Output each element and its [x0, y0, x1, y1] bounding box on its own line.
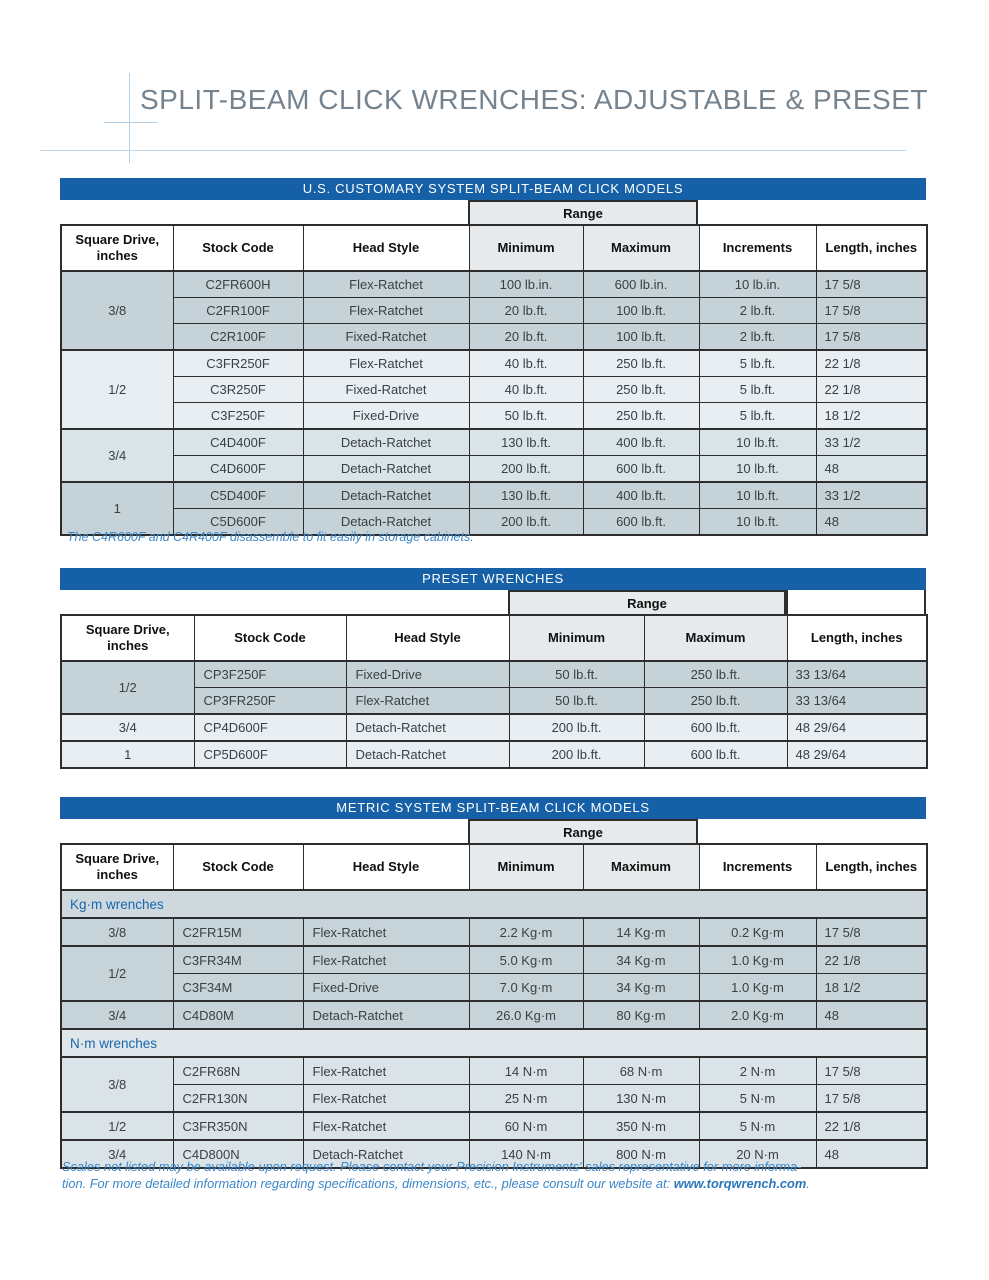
stock-code-cell: C2R100F [173, 324, 303, 351]
length-cell: 17 5/8 [816, 298, 927, 324]
kgm-section-band [61, 890, 927, 918]
table-row [61, 482, 927, 509]
nm-section-band [61, 1029, 927, 1057]
table-row [61, 1001, 927, 1029]
table-row [61, 271, 927, 298]
us-range-header: Range [468, 200, 698, 224]
length-cell: 33 13/64 [787, 661, 927, 688]
head-style-cell: Flex-Ratchet [346, 688, 509, 715]
length-cell: 22 1/8 [816, 1112, 927, 1140]
col-header-minimum: Minimum [469, 844, 583, 890]
stock-code-cell: C3F250F [173, 403, 303, 430]
drive-cell: 3/4 [61, 1001, 173, 1029]
decorative-crosshair-horizontal-line [104, 122, 157, 123]
stock-code-cell: C2FR100F [173, 298, 303, 324]
drive-cell: 1 [61, 741, 194, 768]
col-header-maximum: Maximum [583, 225, 699, 271]
length-cell: 48 [816, 1001, 927, 1029]
table-row [61, 1085, 927, 1113]
head-style-cell: Flex-Ratchet [303, 1112, 469, 1140]
col-header-minimum: Minimum [509, 615, 644, 661]
minimum-cell: 14 N·m [469, 1057, 583, 1085]
footer-note [62, 1158, 932, 1192]
minimum-cell: 200 lb.ft. [469, 456, 583, 483]
drive-cell: 3/4 [61, 429, 173, 482]
metric-header-row [61, 844, 927, 890]
head-style-cell: Detach-Ratchet [303, 456, 469, 483]
head-style-cell: Detach-Ratchet [303, 1140, 469, 1168]
increments-cell: 10 lb.ft. [699, 429, 816, 456]
length-cell: 18 1/2 [816, 974, 927, 1002]
maximum-cell: 100 lb.ft. [583, 324, 699, 351]
head-style-cell: Flex-Ratchet [303, 918, 469, 946]
increments-cell: 10 lb.ft. [699, 456, 816, 483]
minimum-cell: 40 lb.ft. [469, 350, 583, 377]
minimum-cell: 130 lb.ft. [469, 429, 583, 456]
drive-cell: 1/2 [61, 1112, 173, 1140]
stock-code-cell: C2FR68N [173, 1057, 303, 1085]
head-style-cell: Detach-Ratchet [303, 429, 469, 456]
us-table-title-bar: U.S. CUSTOMARY SYSTEM SPLIT-BEAM CLICK MODELS [60, 178, 926, 200]
drive-cell: 3/8 [61, 918, 173, 946]
length-cell: 33 13/64 [787, 688, 927, 715]
length-cell: 22 1/8 [816, 946, 927, 974]
minimum-cell: 200 lb.ft. [509, 714, 644, 741]
metric-table-section [60, 797, 926, 1169]
length-cell: 18 1/2 [816, 403, 927, 430]
preset-header-row [61, 615, 927, 661]
metric-range-strip [60, 819, 926, 843]
length-cell: 48 29/64 [787, 741, 927, 768]
head-style-cell: Fixed-Drive [346, 661, 509, 688]
minimum-cell: 20 lb.ft. [469, 298, 583, 324]
drive-cell: 1 [61, 482, 173, 535]
minimum-cell: 25 N·m [469, 1085, 583, 1113]
minimum-cell: 50 lb.ft. [509, 661, 644, 688]
length-cell: 22 1/8 [816, 377, 927, 403]
col-header-stock-code: Stock Code [173, 844, 303, 890]
increments-cell: 5 lb.ft. [699, 377, 816, 403]
table-row [61, 741, 927, 768]
stock-code-cell: C3R250F [173, 377, 303, 403]
col-header-length: Length, inches [816, 225, 927, 271]
maximum-cell: 600 lb.ft. [583, 456, 699, 483]
length-cell: 48 29/64 [787, 714, 927, 741]
table-row [61, 974, 927, 1002]
preset-table [60, 614, 928, 769]
table-row [61, 1057, 927, 1085]
col-header-length: Length, inches [816, 844, 927, 890]
us-range-strip [60, 200, 926, 224]
minimum-cell: 60 N·m [469, 1112, 583, 1140]
col-header-head-style: Head Style [346, 615, 509, 661]
stock-code-cell: CP4D600F [194, 714, 346, 741]
minimum-cell: 2.2 Kg·m [469, 918, 583, 946]
head-style-cell: Flex-Ratchet [303, 298, 469, 324]
head-style-cell: Detach-Ratchet [303, 1001, 469, 1029]
table-row [61, 661, 927, 688]
col-header-square-drive: Square Drive, inches [61, 844, 173, 890]
table-row [61, 456, 927, 483]
length-cell: 17 5/8 [816, 918, 927, 946]
length-cell: 48 [816, 1140, 927, 1168]
maximum-cell: 34 Kg·m [583, 946, 699, 974]
kgm-section-label: Kg·m wrenches [61, 890, 927, 918]
minimum-cell: 50 lb.ft. [469, 403, 583, 430]
stock-code-cell: C3FR350N [173, 1112, 303, 1140]
col-header-increments: Increments [699, 844, 816, 890]
col-header-square-drive: Square Drive, inches [61, 225, 173, 271]
drive-cell: 1/2 [61, 350, 173, 429]
stock-code-cell: C3FR34M [173, 946, 303, 974]
stock-code-cell: CP3FR250F [194, 688, 346, 715]
table-row [61, 324, 927, 351]
length-cell: 33 1/2 [816, 482, 927, 509]
length-cell: 22 1/8 [816, 350, 927, 377]
stock-code-cell: C4D80M [173, 1001, 303, 1029]
drive-cell: 3/8 [61, 271, 173, 350]
head-style-cell: Detach-Ratchet [303, 482, 469, 509]
col-header-increments: Increments [699, 225, 816, 271]
maximum-cell: 130 N·m [583, 1085, 699, 1113]
length-cell: 17 5/8 [816, 1085, 927, 1113]
nm-section-label: N·m wrenches [61, 1029, 927, 1057]
col-header-minimum: Minimum [469, 225, 583, 271]
maximum-cell: 400 lb.ft. [583, 482, 699, 509]
page-title: SPLIT-BEAM CLICK WRENCHES: ADJUSTABLE & PRESET [140, 84, 928, 115]
title-divider-rule [40, 150, 906, 151]
increments-cell: 10 lb.ft. [699, 482, 816, 509]
metric-table [60, 843, 928, 1169]
metric-table-title-bar: METRIC SYSTEM SPLIT-BEAM CLICK MODELS [60, 797, 926, 819]
preset-table-title-bar: PRESET WRENCHES [60, 568, 926, 590]
increments-cell: 2 N·m [699, 1057, 816, 1085]
maximum-cell: 600 lb.ft. [644, 714, 787, 741]
preset-range-strip [60, 590, 926, 614]
col-header-stock-code: Stock Code [173, 225, 303, 271]
footer-line2-text: tion. For more detailed information regarding specifications, dimensions, etc., please consult our website at: [62, 1176, 674, 1191]
stock-code-cell: C5D400F [173, 482, 303, 509]
stock-code-cell: C3F34M [173, 974, 303, 1002]
length-cell: 17 5/8 [816, 1057, 927, 1085]
maximum-cell: 250 lb.ft. [644, 661, 787, 688]
stock-code-cell: C4D800N [173, 1140, 303, 1168]
preset-range-header: Range [508, 590, 786, 614]
footer-line1: Scales not listed may be available upon request. Please contact your Precision Instruments' sales representative for more informa- [62, 1159, 802, 1174]
us-header-row [61, 225, 927, 271]
head-style-cell: Flex-Ratchet [303, 350, 469, 377]
drive-cell: 3/8 [61, 1057, 173, 1112]
length-cell: 48 [816, 509, 927, 536]
maximum-cell: 600 lb.ft. [644, 741, 787, 768]
maximum-cell: 68 N·m [583, 1057, 699, 1085]
table-row [61, 403, 927, 430]
metric-range-header: Range [468, 819, 698, 843]
stock-code-cell: C4D400F [173, 429, 303, 456]
minimum-cell: 26.0 Kg·m [469, 1001, 583, 1029]
increments-cell: 5 lb.ft. [699, 350, 816, 377]
length-cell: 17 5/8 [816, 324, 927, 351]
maximum-cell: 250 lb.ft. [583, 377, 699, 403]
footer-line2 [62, 1175, 932, 1192]
table-row [61, 298, 927, 324]
minimum-cell: 200 lb.ft. [509, 741, 644, 768]
increments-cell: 10 lb.ft. [699, 509, 816, 536]
increments-cell: 20 N·m [699, 1140, 816, 1168]
minimum-cell: 40 lb.ft. [469, 377, 583, 403]
increments-cell: 10 lb.in. [699, 271, 816, 298]
table-row [61, 714, 927, 741]
increments-cell: 2 lb.ft. [699, 298, 816, 324]
increments-cell: 5 lb.ft. [699, 403, 816, 430]
us-table-footnote: The C4R600F and C4R400F disassemble to fit easily in storage cabinets. [67, 530, 474, 544]
minimum-cell: 130 lb.ft. [469, 482, 583, 509]
head-style-cell: Fixed-Ratchet [303, 324, 469, 351]
head-style-cell: Flex-Ratchet [303, 1057, 469, 1085]
minimum-cell: 50 lb.ft. [509, 688, 644, 715]
increments-cell: 2.0 Kg·m [699, 1001, 816, 1029]
stock-code-cell: C3FR250F [173, 350, 303, 377]
head-style-cell: Detach-Ratchet [346, 741, 509, 768]
us-table [60, 224, 928, 536]
drive-cell: 1/2 [61, 946, 173, 1001]
head-style-cell: Flex-Ratchet [303, 1085, 469, 1113]
col-header-maximum: Maximum [583, 844, 699, 890]
stock-code-cell: C2FR130N [173, 1085, 303, 1113]
maximum-cell: 800 N·m [583, 1140, 699, 1168]
col-header-square-drive: Square Drive, inches [61, 615, 194, 661]
maximum-cell: 350 N·m [583, 1112, 699, 1140]
maximum-cell: 400 lb.ft. [583, 429, 699, 456]
col-header-head-style: Head Style [303, 225, 469, 271]
drive-cell: 1/2 [61, 661, 194, 714]
stock-code-cell: C2FR600H [173, 271, 303, 298]
col-header-length: Length, inches [787, 615, 927, 661]
stock-code-cell: C5D600F [173, 509, 303, 536]
table-row [61, 1112, 927, 1140]
us-customary-table-section [60, 178, 926, 536]
increments-cell: 5 N·m [699, 1085, 816, 1113]
minimum-cell: 5.0 Kg·m [469, 946, 583, 974]
maximum-cell: 14 Kg·m [583, 918, 699, 946]
stock-code-cell: C2FR15M [173, 918, 303, 946]
col-header-maximum: Maximum [644, 615, 787, 661]
length-cell: 48 [816, 456, 927, 483]
stock-code-cell: CP5D600F [194, 741, 346, 768]
maximum-cell: 600 lb.ft. [583, 509, 699, 536]
minimum-cell: 100 lb.in. [469, 271, 583, 298]
preset-table-section [60, 568, 926, 769]
length-cell: 33 1/2 [816, 429, 927, 456]
maximum-cell: 250 lb.ft. [644, 688, 787, 715]
drive-cell: 3/4 [61, 1140, 173, 1168]
increments-cell: 2 lb.ft. [699, 324, 816, 351]
drive-cell: 3/4 [61, 714, 194, 741]
stock-code-cell: C4D600F [173, 456, 303, 483]
head-style-cell: Flex-Ratchet [303, 271, 469, 298]
col-header-stock-code: Stock Code [194, 615, 346, 661]
table-row [61, 377, 927, 403]
maximum-cell: 80 Kg·m [583, 1001, 699, 1029]
col-header-head-style: Head Style [303, 844, 469, 890]
increments-cell: 5 N·m [699, 1112, 816, 1140]
minimum-cell: 140 N·m [469, 1140, 583, 1168]
increments-cell: 1.0 Kg·m [699, 974, 816, 1002]
maximum-cell: 600 lb.in. [583, 271, 699, 298]
table-row [61, 918, 927, 946]
head-style-cell: Detach-Ratchet [303, 509, 469, 536]
head-style-cell: Fixed-Drive [303, 974, 469, 1002]
stock-code-cell: CP3F250F [194, 661, 346, 688]
table-row [61, 946, 927, 974]
minimum-cell: 20 lb.ft. [469, 324, 583, 351]
minimum-cell: 200 lb.ft. [469, 509, 583, 536]
table-row [61, 429, 927, 456]
maximum-cell: 34 Kg·m [583, 974, 699, 1002]
table-row [61, 350, 927, 377]
footer-line2-period: . [806, 1176, 810, 1191]
maximum-cell: 100 lb.ft. [583, 298, 699, 324]
length-cell: 17 5/8 [816, 271, 927, 298]
maximum-cell: 250 lb.ft. [583, 403, 699, 430]
preset-range-side-cell [786, 590, 926, 614]
increments-cell: 1.0 Kg·m [699, 946, 816, 974]
maximum-cell: 250 lb.ft. [583, 350, 699, 377]
minimum-cell: 7.0 Kg·m [469, 974, 583, 1002]
head-style-cell: Detach-Ratchet [346, 714, 509, 741]
head-style-cell: Fixed-Drive [303, 403, 469, 430]
head-style-cell: Fixed-Ratchet [303, 377, 469, 403]
head-style-cell: Flex-Ratchet [303, 946, 469, 974]
increments-cell: 0.2 Kg·m [699, 918, 816, 946]
website-link[interactable]: www.torqwrench.com [673, 1176, 807, 1191]
